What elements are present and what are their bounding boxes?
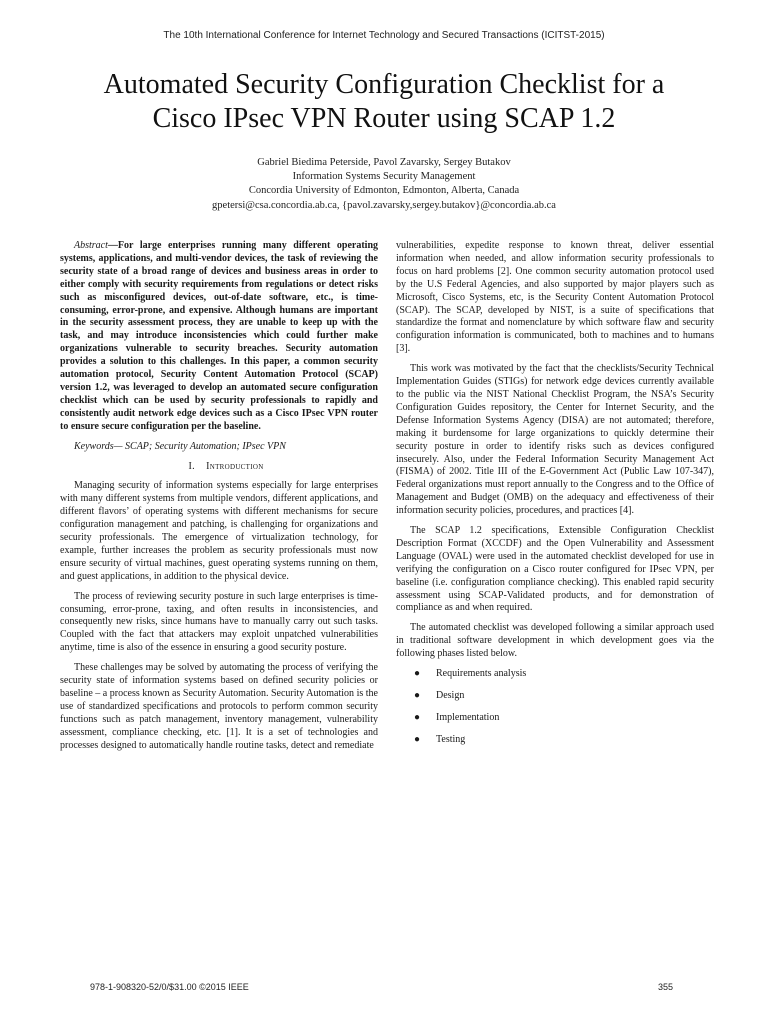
section-title: Introduction xyxy=(206,460,264,472)
left-column xyxy=(60,240,378,760)
page-number: 355 xyxy=(658,982,674,992)
right-column xyxy=(396,240,714,756)
author-names: Gabriel Biedima Peterside, Pavol Zavarsky, Sergey Butakov xyxy=(257,157,511,168)
section-heading-introduction xyxy=(60,461,378,474)
phase-label: Requirements analysis xyxy=(436,668,527,680)
paper-title-line-2: Cisco IPsec VPN Router using SCAP 1.2 xyxy=(152,103,616,134)
author-affiliation: Concordia University of Edmonton, Edmonton, Alberta, Canada xyxy=(248,185,520,197)
list-item xyxy=(414,712,714,725)
abstract-label: Abstract xyxy=(74,240,108,251)
motivation-paragraph: This work was motivated by the fact that the checklists/Security Technical Implementation Guides (STIGs) for network edge devices currently available to the public via the NIST National Checklist Program, the NSA’s Security Configuration Guides repository, the Center for Internet Security, and the Defense Information Systems Agency (DISA) are not automated; therefore, making it burdensome for large organizations to quickly determine their security posture in order to identify risks such as devices configured insecurely. Also, under the Federal Information Security Management Act (FISMA) of 2002. Title III of the E-Government Act (Public Law 107-347), Federal organizations must report annually to the Congress and to the Office of Management and Budget (OMB) on the adequacy and effectiveness of their information security policies, procedures, and practices [4]. xyxy=(396,363,714,517)
author-emails[interactable]: gpetersi@csa.concordia.ab.ca, {pavol.zavarsky,sergey.butakov}@concordia.ab.ca xyxy=(212,199,556,211)
list-item xyxy=(414,690,714,703)
author-block xyxy=(0,156,768,213)
approach-paragraph: The automated checklist was developed following a similar approach used in traditional software development in which development goes via the following phases listed below. xyxy=(396,622,714,660)
intro-paragraph-3: These challenges may be solved by automating the process of verifying the security state of information systems based on defined security policies or baseline – a process known as Security Automation. Security Automation is the use of standardized specifications and protocols to perform common security functions such as patch management, inventory management, vulnerability assessment, compliance checking, etc. [1]. It is a set of technologies and processes designed to automatically handle routine tasks, detect and remediate xyxy=(60,662,378,751)
bullet-icon: ● xyxy=(414,668,421,680)
phase-label: Design xyxy=(436,690,465,701)
bullet-icon: ● xyxy=(414,690,421,701)
author-department: Information Systems Security Management xyxy=(292,171,476,183)
intro-paragraph-1: Managing security of information systems especially for large enterprises with many different systems from multiple vendors, different applications, and different flavors’ of operating systems with different mechanisms for secure configuration management and patching, is challenging for organizations and security professionals. The emergence of virtualization technology, for example, further increases the problem as security professionals must now ensure security of virtual machines, guest operating systems running on them, and guest applications, in addition to the physical device. xyxy=(60,480,378,582)
conference-header: The 10th International Conference for Internet Technology and Secured Transactions (ICITST-2015) xyxy=(163,30,605,41)
phase-list xyxy=(396,668,714,747)
bullet-icon: ● xyxy=(414,711,421,723)
continued-paragraph: vulnerabilities, expedite response to known threat, deliver essential information when needed, and allow information security professionals to focus on hard problems [2]. One common security automation protocol used by the U.S Federal Agencies, and also supported by major players such as Microsoft, Cisco Systems, etc, is the Security Content Automation Protocol (SCAP). The SCAP, developed by NIST, is a suite of specifications that standardize the format and nomenclature by which software flaw and security configuration information is communicated, both to machines and to humans [3]. xyxy=(396,240,714,355)
footer-copyright: 978-1-908320-52/0/$31.00 ©2015 IEEE xyxy=(90,982,249,992)
phase-label: Implementation xyxy=(436,711,500,723)
phase-label: Testing xyxy=(436,733,466,745)
scap-specs-paragraph: The SCAP 1.2 specifications, Extensible Configuration Checklist Description Format (XCCDF) and the Open Vulnerability and Assessment Language (OVAL) were used in the automated checklist developed for use in verifying the configuration on a Cisco router configured for IPsec VPN, per baseline (i.e. configuration compliance checking). This enabled rapid security assessment using SCAP-Validated products, and for demonstration of compliance as and when required. xyxy=(396,525,714,614)
abstract xyxy=(60,240,378,434)
paper-title-line-1: Automated Security Configuration Checklist for a xyxy=(103,69,665,100)
paper-title xyxy=(40,68,728,136)
section-number: I. xyxy=(188,460,195,472)
keywords: Keywords— SCAP; Security Automation; IPsec VPN xyxy=(74,440,286,452)
list-item xyxy=(414,734,714,747)
intro-paragraph-2: The process of reviewing security posture in such large enterprises is time-consuming, error-prone, taxing, and often results in inconsistencies, and consequently new risks, since humans have to manually carry out such tasks. Coupled with the fact that attackers may exploit unpatched vulnerabilities anytime, time is also of the essence in ensuring a good security posture. xyxy=(60,590,378,654)
abstract-text: —For large enterprises running many different operating systems, applications, and multi-vendor devices, the task of reviewing the security state of a broad range of devices and business areas in order to either comply with security requirements from regulations or detect risks such as misconfigured devices, out-of-date software, etc., is time-consuming, error-prone, and expensive. Although humans are important in the security assessment process, they are unable to keep up with the task, and may introduce inconsistencies which could further make organizations vulnerable to security breaches. Security automation provides a solution to this challenges. In this paper, a common security automation protocol, Security Content Automation Protocol (SCAP) version 1.2, was leveraged to develop an automated secure configuration checklist which can be used by security professionals to rapidly and consistently audit network edge devices such as a Cisco IPsec VPN router to ensure secure configuration per the baseline. xyxy=(60,240,378,432)
bullet-icon: ● xyxy=(414,733,421,745)
list-item xyxy=(414,668,714,681)
